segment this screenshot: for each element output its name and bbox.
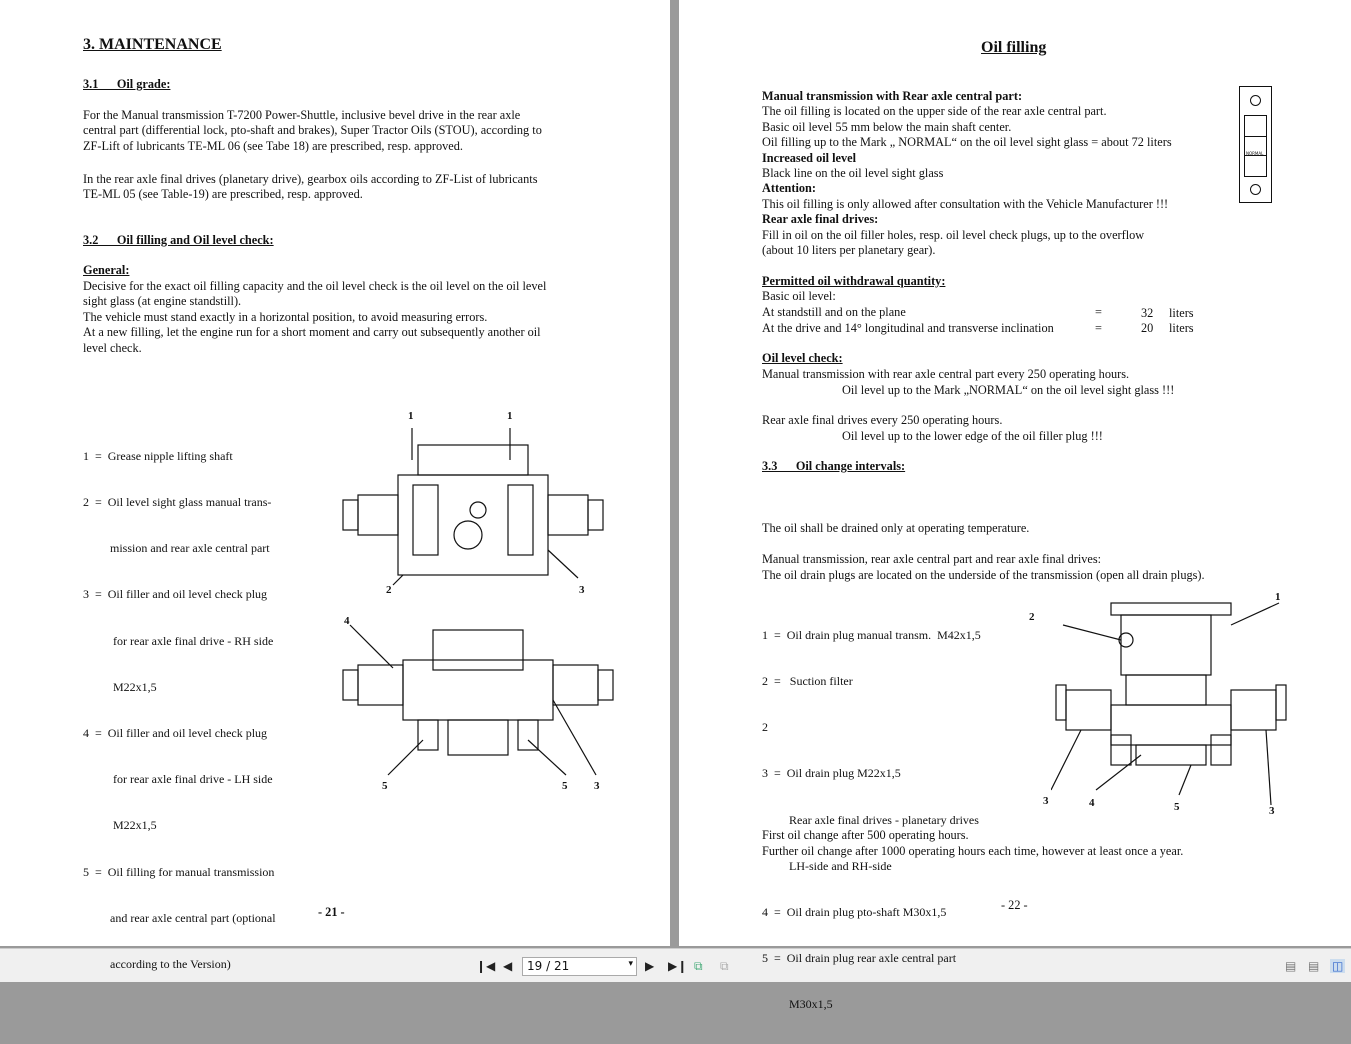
sight-glass-diagram [1239,86,1272,203]
legend-line: 2 = Oil level sight glass manual trans- [83,495,272,510]
withdrawal-unit: liters [1169,321,1194,335]
figure-label: 1 [408,410,414,422]
figure-label: 5 [562,780,568,792]
legend-line: and rear axle central part (optional [83,910,276,925]
figure-label: 5 [382,780,388,792]
transmission-drawing-top [338,400,623,800]
text-line: Manual transmission with Rear axle central part: [762,89,1023,103]
text-line: Rear axle final drives every 250 operating hours. [762,413,1003,427]
legend-line: LH-side and RH-side [762,858,892,873]
paragraph-oil-grade [83,108,542,154]
figure-legend [762,597,981,1044]
subheading-3-3: 3.3 Oil change intervals: [762,459,906,473]
paste-page-icon[interactable]: ⧉ [720,959,729,973]
section-heading: 3. MAINTENANCE [83,36,222,53]
withdrawal-row-label: At standstill and on the plane [762,305,906,319]
text-line: level check. [83,340,142,355]
text-line: For the Manual transmission T-7200 Power-Shuttle, inclusive bevel drive in the rear axle [83,108,521,122]
figure-label: 3 [1043,795,1049,807]
text-line: In the rear axle final drives (planetary drive), gearbox oils according to ZF-List of lubricants [83,172,538,186]
page-number: - 22 - [1001,898,1028,912]
legend-line: for rear axle final drive - LH side [83,772,273,787]
text-line: Black line on the oil level sight glass [762,165,944,180]
figure-legend [83,418,276,1003]
figure-label: 5 [1174,801,1180,813]
legend-line: M30x1,5 [762,997,833,1012]
figure-label: 4 [1089,797,1095,809]
legend-line: 3 = Oil drain plug M22x1,5 [762,766,901,781]
general-heading: General: [83,263,130,277]
text-line: The oil drain plugs are located on the underside of the transmission (open all drain plugs). [762,568,1205,582]
text-line: Attention: [762,181,816,196]
legend-line: Rear axle final drives - planetary drives [762,812,979,827]
text-line: Rear axle final drives: [762,212,879,227]
subheading-3-2: 3.2 Oil filling and Oil level check: [83,233,274,247]
legend-line: for rear axle final drive - RH side [83,633,274,648]
legend-line: 4 = Oil drain plug pto-shaft M30x1,5 [762,905,947,920]
page-number-value: 19 / 21 [527,959,570,973]
text-line: First oil change after 500 operating hours. [762,828,969,842]
paragraph-final-drives [83,172,537,203]
next-page-button[interactable]: ▶ [645,959,655,973]
paragraph-general [83,279,546,356]
figure-label: 3 [579,584,585,596]
withdrawal-row-label: At the drive and 14° longitudinal and transverse inclination [762,321,1054,335]
page-number: - 21 - [318,905,345,919]
text-line: sight glass (at engine standstill). [83,294,242,309]
text-line: Oil level up to the lower edge of the oil filler plug !!! [842,429,1103,443]
single-page-view-icon[interactable]: ▤ [1285,959,1297,973]
text-line: This oil filling is only allowed after consultation with the Vehicle Manufacturer !!! [762,196,1169,211]
figure-label: 2 [386,584,392,596]
legend-line: 3 = Oil filler and oil level check plug [83,587,268,602]
prev-page-button[interactable]: ◀ [503,959,513,973]
text-line: (about 10 liters per planetary gear). [762,242,936,257]
legend-line: 1 = Grease nipple lifting shaft [83,448,233,463]
text-line: ZF-Lift of lubricants TE-ML 06 (see Tabe 18) are prescribed, resp. approved. [83,138,463,153]
text-line: Manual transmission, rear axle central part and rear axle final drives: [762,552,1102,566]
withdrawal-unit: liters [1169,306,1194,320]
figure-label: 2 [1029,611,1035,623]
subheading-3-1: 3.1 Oil grade: [83,77,171,91]
text-line: Oil filling up to the Mark „ NORMAL“ on the oil level sight glass = about 72 liters [762,135,1172,150]
text-line: The vehicle must stand exactly in a horizontal position, to avoid measuring errors. [83,309,488,324]
figure-label: 3 [1269,805,1275,817]
legend-line: 2 [762,720,768,735]
text-line: Increased oil level [762,150,857,165]
two-page-view-icon[interactable]: ◫ [1332,959,1344,973]
equals: = [1095,305,1102,319]
oil-level-check-heading: Oil level check: [762,351,843,365]
equals: = [1095,321,1102,335]
legend-line: 1 = Oil drain plug manual transm. M42x1,5 [762,627,981,642]
pdf-page-22 [679,0,1351,1012]
oil-filling-block [762,89,1172,258]
legend-line: 2 = Suction filter [762,674,853,689]
copy-page-icon[interactable]: ⧉ [694,959,703,973]
legend-line: 5 = Oil drain plug rear axle central part [762,951,957,966]
text-line: Decisive for the exact oil filling capacity and the oil level check is the oil level on the oil level [83,279,547,293]
normal-mark: NORMAL [1246,151,1264,156]
figure-label: 4 [344,615,350,627]
page-number-input[interactable] [522,957,637,976]
withdrawal-value: 20 [1141,321,1154,335]
legend-line: M22x1,5 [83,679,157,694]
last-page-button[interactable]: ▶❙ [668,959,688,973]
figure-label: 3 [594,780,600,792]
basic-oil-level: Basic oil level: [762,289,836,303]
chevron-down-icon[interactable]: ▾ [628,959,633,969]
figure-label: 1 [1275,591,1281,603]
legend-line: 4 = Oil filler and oil level check plug [83,726,268,741]
permitted-heading: Permitted oil withdrawal quantity: [762,274,946,288]
text-line: Manual transmission with rear axle central part every 250 operating hours. [762,367,1130,381]
page-title: Oil filling [981,39,1047,56]
text-line: Fill in oil on the oil filler holes, resp. oil level check plugs, up to the overflow [762,227,1145,242]
transmission-drawing-bottom [1051,595,1291,815]
withdrawal-value: 32 [1141,306,1154,320]
continuous-view-icon[interactable]: ▤ [1308,959,1320,973]
text-line: TE-ML 05 (see Table-19) are prescribed, resp. approved. [83,187,363,202]
text-line: The oil shall be drained only at operating temperature. [762,521,1030,535]
text-line: Basic oil level 55 mm below the main shaft center. [762,119,1012,134]
text-line: Further oil change after 1000 operating hours each time, however at least once a year. [762,844,1184,858]
figure-label: 1 [507,410,513,422]
text-line: At a new filling, let the engine run for a short moment and carry out subsequently another oil [83,325,541,340]
legend-line: according to the Version) [83,957,231,972]
text-line: The oil filling is located on the upper side of the rear axle central part. [762,104,1107,119]
legend-line: 5 = Oil filling for manual transmission [83,864,275,879]
first-page-button[interactable]: ❙◀ [476,959,496,973]
legend-line: M22x1,5 [83,818,157,833]
legend-line: mission and rear axle central part [83,541,270,556]
text-line: central part (differential lock, pto-shaft and brakes), Super Tractor Oils (STOU), according to [83,123,542,138]
text-line: Oil level up to the Mark „NORMAL“ on the oil level sight glass !!! [842,383,1175,397]
